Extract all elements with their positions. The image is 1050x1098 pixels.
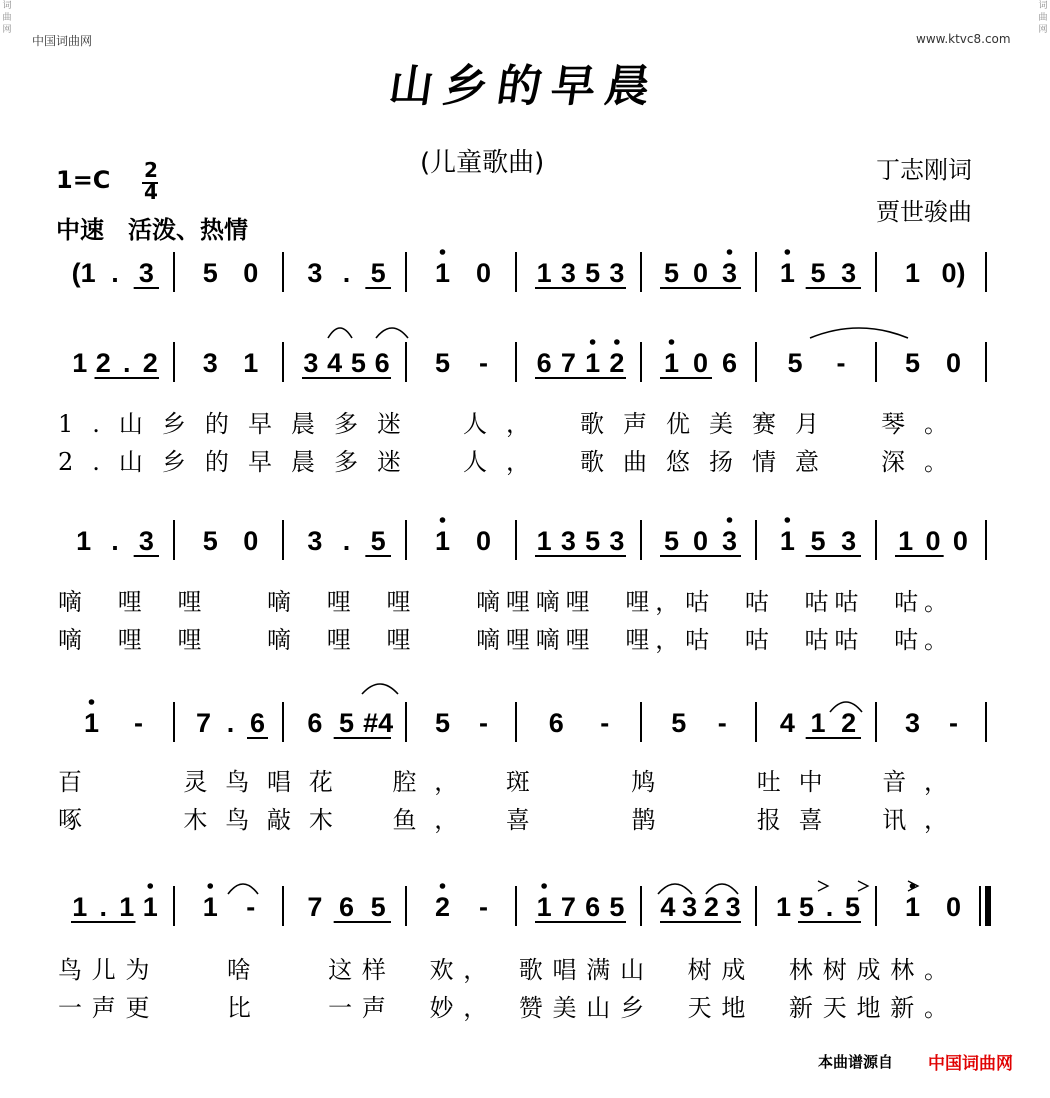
note: 6 (548, 708, 564, 738)
slur (810, 328, 908, 338)
note: 3 (609, 526, 625, 556)
song-title: 山乡的早晨 (385, 61, 663, 112)
header-site-right: www.ktvc8.com (916, 32, 1011, 46)
note: 0 (925, 526, 941, 556)
high-octave-dot (440, 883, 446, 889)
note: . (342, 526, 351, 556)
high-octave-dot (147, 883, 153, 889)
slur (376, 328, 408, 338)
note: - (949, 708, 958, 738)
footer-site-name: 中国词曲网 (928, 1054, 1013, 1074)
lyric-line: 2.山乡的早晨多迷 人， 歌曲悠扬情意 深。 (58, 448, 948, 476)
note: 5 (202, 526, 218, 556)
high-octave-dot (590, 339, 596, 345)
note: . (122, 348, 131, 378)
note: 4 (660, 892, 676, 922)
note: 3 (307, 526, 323, 556)
slur (362, 684, 398, 694)
slur (328, 328, 352, 338)
high-octave-dot (541, 883, 547, 889)
lyric-line: 鸟儿为 啥 这样 欢， 歌唱满山 树成 林树成林。 (58, 956, 948, 984)
note: 0 (243, 258, 259, 288)
note: 1 (810, 708, 826, 738)
high-octave-dot (207, 883, 213, 889)
note: 1 (898, 526, 914, 556)
note: 0) (941, 258, 966, 288)
lyric-line: 百 灵鸟唱花 腔， 斑 鸠 吐中 音， (58, 768, 948, 796)
note: 3 (841, 258, 857, 288)
note: 7 (195, 708, 212, 738)
note: - (836, 348, 846, 378)
note: 7 (560, 892, 576, 922)
high-octave-dot (440, 517, 446, 523)
accent-mark (858, 881, 868, 891)
note: . (342, 258, 351, 288)
note: 3 (202, 348, 218, 378)
note: 5 (844, 892, 861, 922)
note: 1 (585, 348, 601, 378)
note: 1 (83, 708, 100, 738)
note: 1 (536, 258, 552, 288)
note: . (99, 892, 108, 922)
note: 0 (692, 348, 709, 378)
tempo-marking: 中速 活泼、热情 (56, 216, 248, 244)
note: 0 (475, 526, 492, 556)
high-octave-dot (89, 699, 95, 705)
lyric-line: 1.山乡的早晨多迷 人， 歌声优美赛月 琴。 (58, 410, 948, 438)
note: 5 (810, 258, 826, 288)
high-octave-dot (727, 249, 733, 255)
note: 4 (327, 348, 343, 378)
note: 5 (585, 526, 601, 556)
composer-credit: 贾世骏曲 (876, 198, 972, 226)
note: 5 (202, 258, 218, 288)
note: 3 (307, 258, 323, 288)
high-octave-dot (614, 339, 620, 345)
note: 3 (138, 526, 154, 556)
note: - (479, 708, 488, 738)
note: 1 (904, 892, 921, 922)
high-octave-dot (727, 517, 733, 523)
note: 1 (142, 892, 158, 922)
lyric-line: 一声更 比 一声 妙， 赞美山乡 天地 新天地新。 (58, 994, 948, 1022)
note: 4 (779, 708, 795, 738)
note: 1 (434, 526, 451, 556)
note: 3 (721, 526, 738, 556)
note: 2 (434, 892, 451, 922)
note: 0 (945, 892, 962, 922)
note: - (134, 708, 143, 738)
note: 5 (609, 892, 625, 922)
note: 1 (536, 892, 552, 922)
note: 5 (798, 892, 815, 922)
lyricist-credit: 丁志刚词 (876, 156, 972, 184)
note: - (717, 708, 727, 738)
note: 0 (945, 348, 962, 378)
note: 5 (810, 526, 826, 556)
note: 5 (338, 708, 355, 738)
final-barline (985, 886, 991, 926)
note: 1 (663, 348, 680, 378)
note: 0 (475, 258, 492, 288)
time-signature-numerator: 2 (144, 158, 158, 182)
note: - (600, 708, 610, 738)
note: . (825, 892, 834, 922)
note: . (111, 258, 119, 288)
note: 3 (609, 258, 625, 288)
lyric-line: 嘀 哩 哩 嘀 哩 哩 嘀哩嘀哩 哩，咕 咕 咕咕 咕。 (58, 626, 949, 654)
note: 1 (202, 892, 218, 922)
note: . (226, 708, 235, 738)
note: 1 (72, 892, 88, 922)
key-signature: 1=C (56, 166, 111, 194)
note: - (479, 892, 488, 922)
note: 6 (585, 892, 601, 922)
header-site-left: 中国词曲网 (32, 34, 93, 48)
note: 5 (787, 348, 803, 378)
note: 3 (904, 708, 921, 738)
accent-mark (818, 881, 828, 891)
note: (1 (71, 258, 96, 288)
note: 1 (76, 526, 92, 556)
note: 5 (350, 348, 366, 378)
note: #4 (363, 708, 394, 738)
note: - (479, 348, 488, 378)
note: 0 (952, 526, 968, 556)
note: 1 (243, 348, 259, 378)
time-signature-denominator: 4 (144, 180, 158, 204)
note: 6 (338, 892, 355, 922)
note: 5 (370, 892, 386, 922)
note: 5 (663, 526, 680, 556)
note: 1 (434, 258, 451, 288)
high-octave-dot (785, 249, 791, 255)
note: 6 (536, 348, 552, 378)
note: 5 (671, 708, 687, 738)
note: 0 (692, 526, 709, 556)
high-octave-dot (669, 339, 675, 345)
note: 5 (434, 708, 451, 738)
note: 2 (841, 708, 857, 738)
note: 3 (841, 526, 857, 556)
note: 3 (560, 258, 576, 288)
note: 5 (663, 258, 680, 288)
note: 5 (904, 348, 921, 378)
note: 7 (560, 348, 576, 378)
note: 1 (779, 258, 795, 288)
footer-source-label: 本曲谱源自 (818, 1053, 894, 1071)
high-octave-dot (440, 249, 446, 255)
note: 0 (692, 258, 709, 288)
note: 2 (703, 892, 719, 922)
note: 5 (434, 348, 451, 378)
high-octave-dot (785, 517, 791, 523)
lyric-line: 嘀 哩 哩 嘀 哩 哩 嘀哩嘀哩 哩，咕 咕 咕咕 咕。 (58, 588, 949, 616)
note: 2 (95, 348, 111, 378)
note: 5 (370, 526, 386, 556)
note: 2 (609, 348, 625, 378)
note: - (246, 892, 256, 922)
note: 1 (775, 892, 792, 922)
note: 3 (682, 892, 698, 922)
note: 6 (307, 708, 323, 738)
note: 6 (721, 348, 738, 378)
note: 1 (72, 348, 88, 378)
note: 1 (119, 892, 135, 922)
note: 3 (721, 258, 738, 288)
right-edge-watermark: 词曲网 (1038, 1, 1048, 35)
note: 7 (307, 892, 323, 922)
note: 6 (249, 708, 266, 738)
note: 1 (536, 526, 552, 556)
note: 2 (142, 348, 158, 378)
note: 3 (560, 526, 576, 556)
left-edge-watermark: 词曲网 (2, 1, 12, 35)
note: 6 (374, 348, 390, 378)
note: 0 (243, 526, 259, 556)
note: 3 (303, 348, 319, 378)
song-subtitle: (儿童歌曲) (420, 148, 545, 178)
note: 3 (725, 892, 741, 922)
note: 1 (779, 526, 795, 556)
note: 1 (904, 258, 921, 288)
note: 5 (370, 258, 386, 288)
note: . (111, 526, 119, 556)
lyric-line: 啄 木鸟敲木 鱼， 喜 鹊 报喜 讯， (58, 806, 948, 834)
note: 3 (138, 258, 154, 288)
note: 5 (585, 258, 601, 288)
